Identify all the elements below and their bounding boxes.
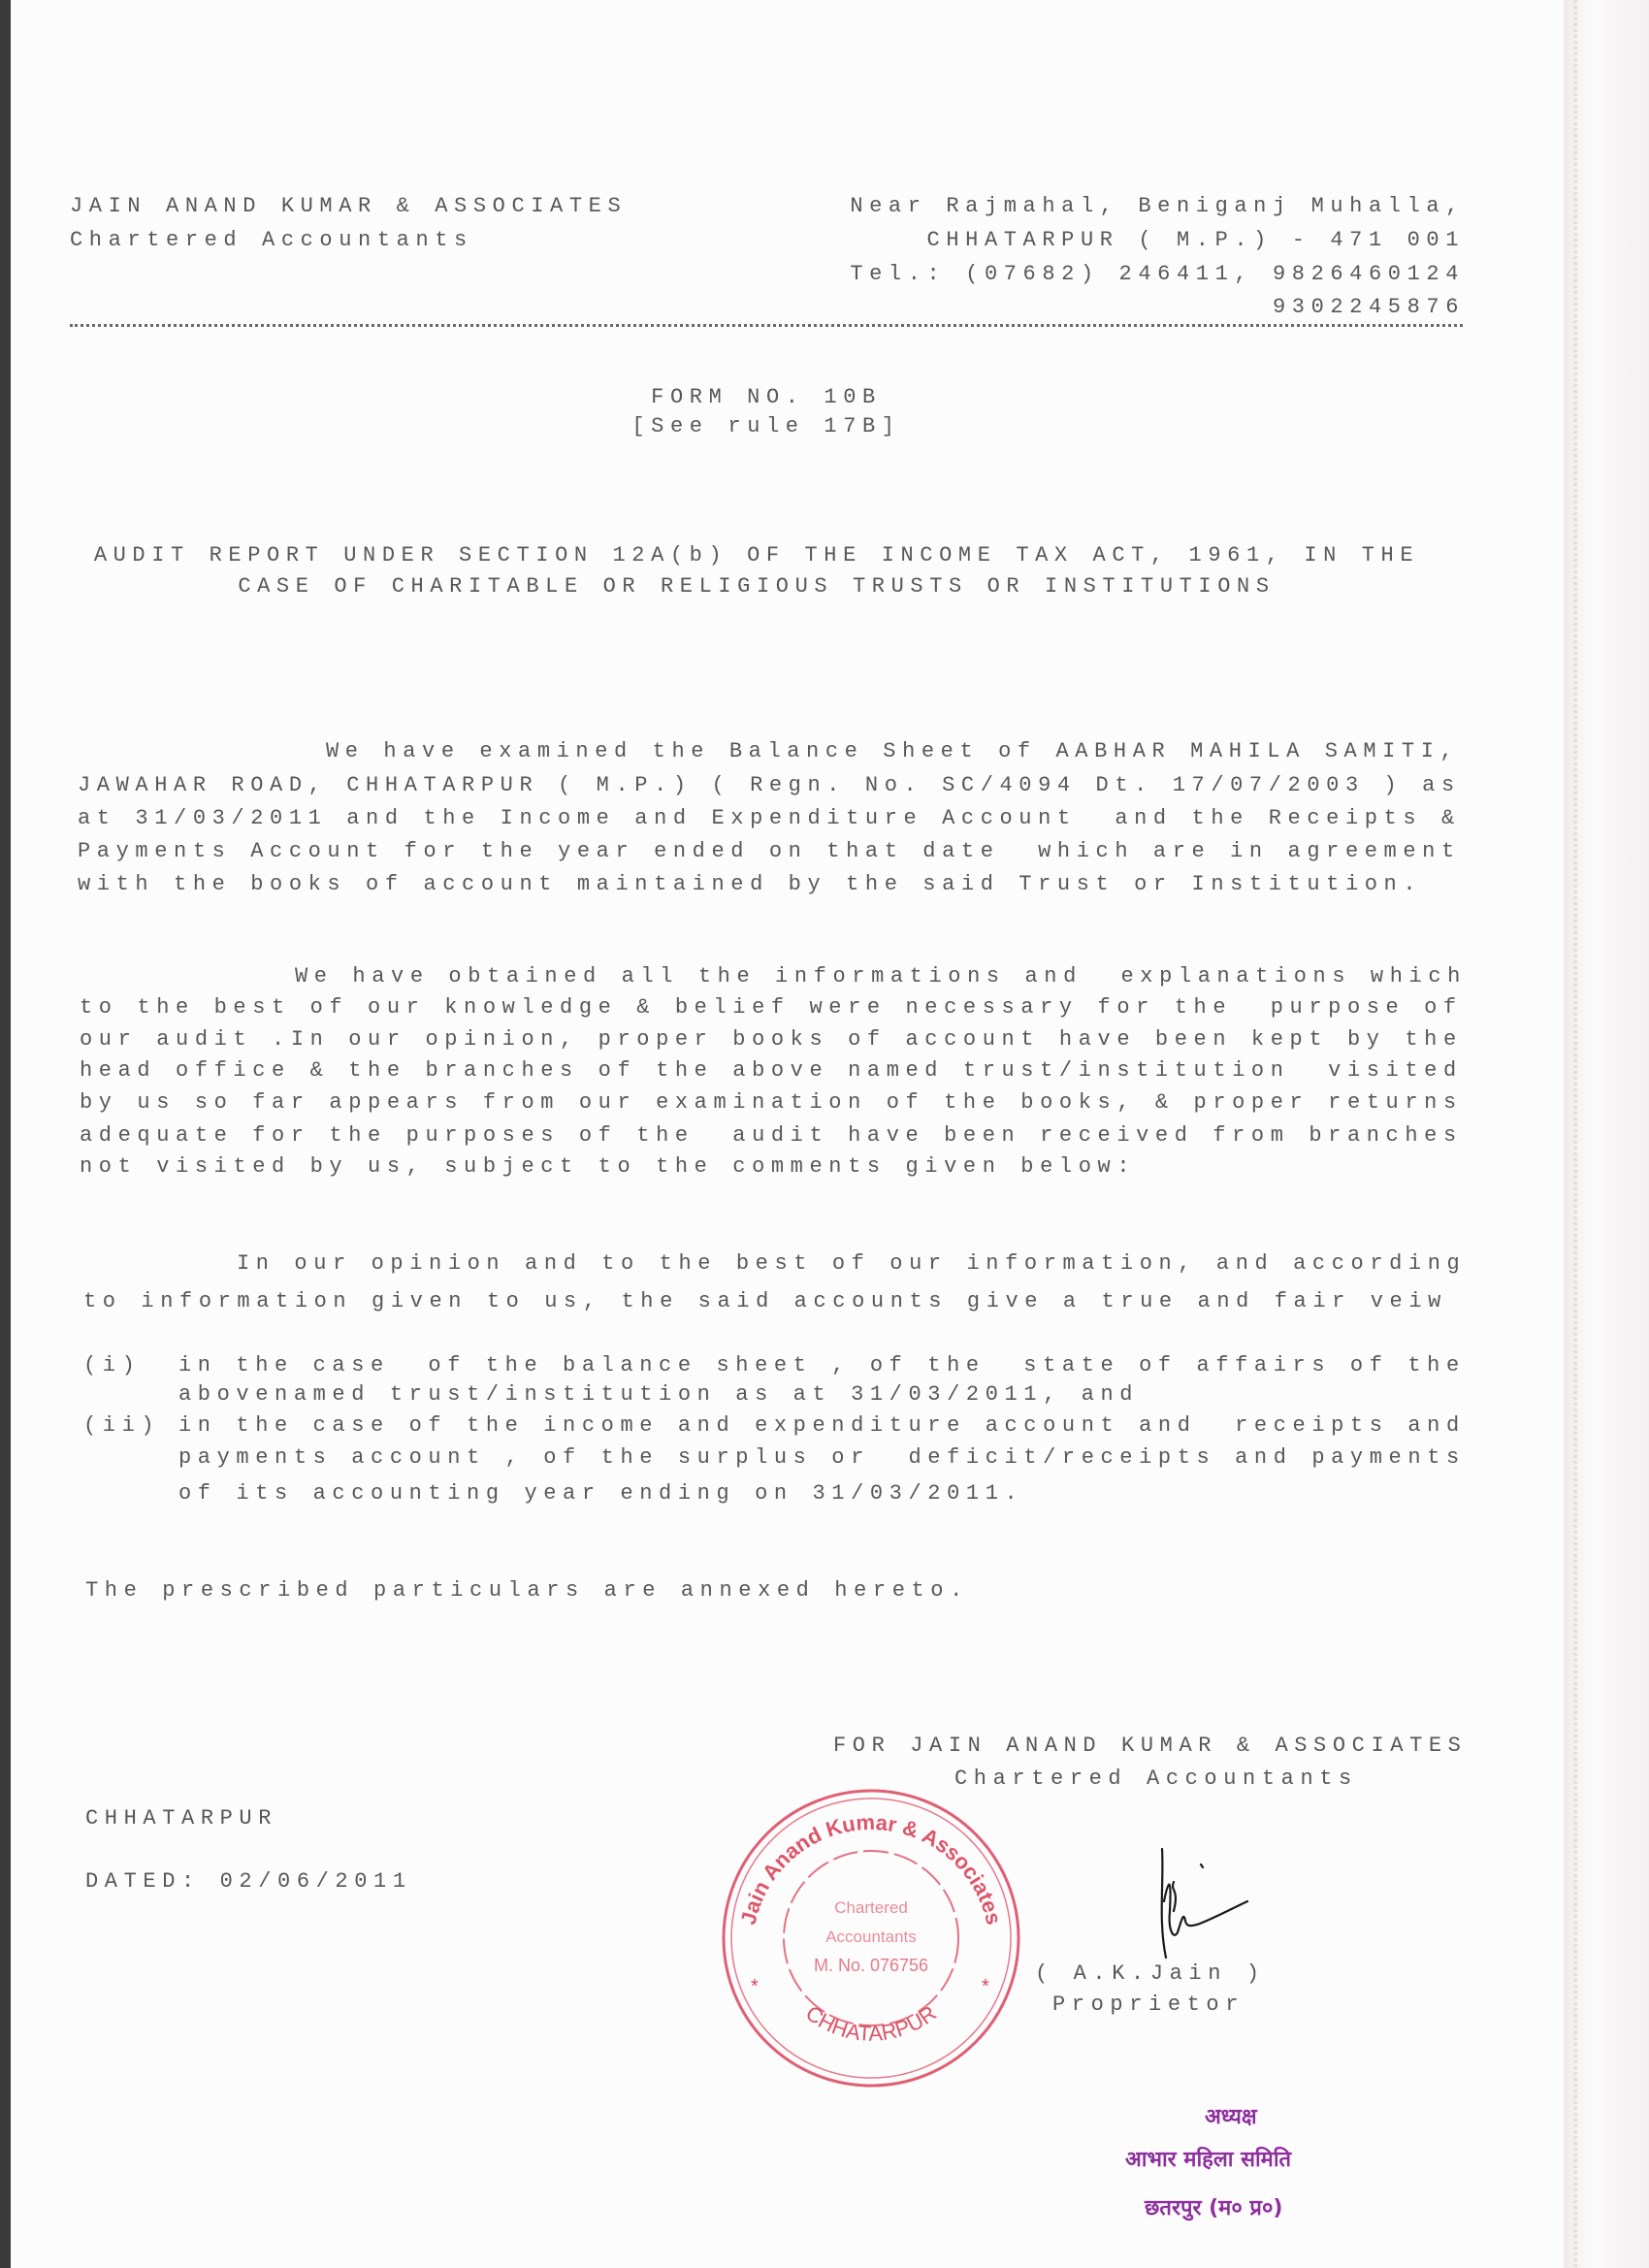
firm-subtitle: Chartered Accountants <box>70 228 473 252</box>
samiti-stamp-line: छतरपुर (म० प्र०) <box>1145 2196 1283 2220</box>
page-fold-line <box>1573 0 1577 2268</box>
signatory-name: ( A.K.Jain ) <box>1035 1961 1266 1986</box>
item-line: abovenamed trust/institution as at 31/03/2011, and <box>178 1382 1140 1407</box>
paragraph1-line: with the books of account maintained by the said Trust or Institution. <box>78 872 1423 896</box>
item-marker: (ii) <box>83 1413 161 1438</box>
paragraph2-line: adequate for the purposes of the audit have been received from branches <box>80 1123 1463 1148</box>
for-firm-line: FOR JAIN ANAND KUMAR & ASSOCIATES <box>833 1733 1468 1758</box>
address-line: Near Rajmahal, Beniganj Muhalla, <box>850 194 1465 218</box>
samiti-stamp-line: अध्यक्ष <box>1205 2105 1257 2129</box>
paragraph1-line: at 31/03/2011 and the Income and Expenditure Account and the Receipts & <box>78 806 1461 830</box>
paragraph3-line: In our opinion and to the best of our information, and according <box>237 1251 1467 1276</box>
paragraph1-line: Payments Account for the year ended on that date which are in agreement <box>78 839 1461 863</box>
paragraph2-line: head office & the branches of the above named trust/institution visited <box>80 1058 1463 1083</box>
signature <box>1145 1843 1280 1969</box>
firm-name: JAIN ANAND KUMAR & ASSOCIATES <box>70 194 628 218</box>
star-icon: * <box>751 1976 759 1997</box>
place: CHHATARPUR <box>85 1806 278 1831</box>
for-firm-subtitle: Chartered Accountants <box>954 1766 1358 1791</box>
scan-edge-left <box>0 0 11 2268</box>
firm-seal <box>716 1783 1026 2093</box>
form-rule: [See rule 17B] <box>631 414 901 438</box>
item-marker: (i) <box>83 1353 142 1377</box>
paragraph1-line: We have examined the Balance Sheet of AABHAR MAHILA SAMITI, <box>326 739 1460 763</box>
seal-bottom-text: CHHATARPUR <box>801 2000 941 2046</box>
seal-top-text: Jain Anand Kumar & Associates <box>735 1809 1007 1928</box>
paragraph2-line: to the best of our knowledge & belief were necessary for the purpose of <box>80 995 1463 1020</box>
date: DATED: 02/06/2011 <box>85 1869 412 1894</box>
telephone-line: 9302245876 <box>1272 295 1465 319</box>
form-number: FORM NO. 10B <box>651 385 882 409</box>
item-line: of its accounting year ending on 31/03/2011. <box>178 1481 1024 1506</box>
signatory-designation: Proprietor <box>1052 1993 1245 2017</box>
paragraph2-line: We have obtained all the informations and explanations which <box>295 964 1467 988</box>
telephone-line: Tel.: (07682) 246411, 9826460124 <box>850 262 1465 286</box>
samiti-stamp-line: आभार महिला समिति <box>1125 2148 1292 2172</box>
report-title-line: AUDIT REPORT UNDER SECTION 12A(b) OF THE INCOME TAX ACT, 1961, IN THE <box>93 543 1420 567</box>
paragraph2-line: not visited by us, subject to the comments given below: <box>80 1154 1137 1179</box>
item-line: in the case of the income and expenditure account and receipts and <box>178 1413 1466 1438</box>
item-line: in the case of the balance sheet , of the state of affairs of the <box>178 1353 1466 1377</box>
seal-center-line: Accountants <box>825 1928 917 1946</box>
svg-text:CHHATARPUR <box>801 2000 941 2045</box>
paragraph2-line: our audit .In our opinion, proper books of account have been kept by the <box>80 1027 1463 1052</box>
seal-center-line: Chartered <box>834 1898 908 1917</box>
paragraph2-line: by us so far appears from our examination of the books, & proper returns <box>80 1090 1463 1115</box>
report-title-line: CASE OF CHARITABLE OR RELIGIOUS TRUSTS OR INSTITUTIONS <box>238 574 1276 599</box>
star-icon: * <box>982 1976 989 1997</box>
seal-center-line: M. No. 076756 <box>813 1956 929 1975</box>
annex-note: The prescribed particulars are annexed hereto. <box>85 1578 969 1603</box>
item-line: payments account , of the surplus or deficit/receipts and payments <box>178 1445 1466 1470</box>
dotted-divider <box>70 324 1463 327</box>
paragraph3-line: to information given to us, the said accounts give a true and fair veiw <box>83 1289 1447 1313</box>
paragraph1-line: JAWAHAR ROAD, CHHATARPUR ( M.P.) ( Regn. No. SC/4094 Dt. 17/07/2003 ) as <box>78 773 1461 797</box>
address-line: CHHATARPUR ( M.P.) - 471 001 <box>926 228 1465 252</box>
